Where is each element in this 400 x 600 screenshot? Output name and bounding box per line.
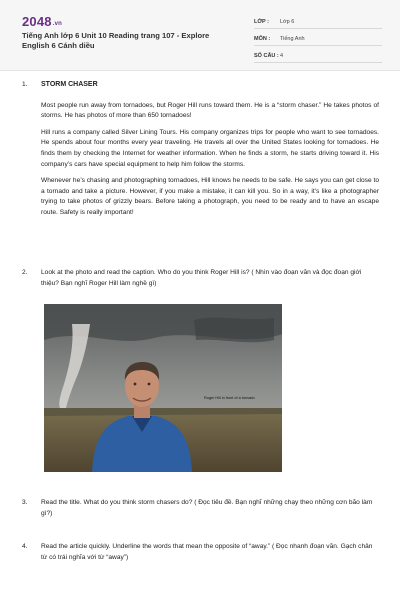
logo-tld: .vn (52, 21, 63, 27)
tornado-photo-illustration (44, 304, 282, 472)
document-meta (254, 12, 382, 63)
meta-row-subject (254, 29, 382, 46)
meta-value: 4 (280, 53, 284, 59)
meta-row-question-count (254, 46, 382, 63)
article-title: STORM CHASER (41, 81, 98, 88)
question-number: 2. (22, 269, 28, 276)
question-number: 1. (22, 81, 28, 88)
tornado-photo (44, 304, 282, 472)
meta-value: Lớp 6 (280, 19, 295, 25)
meta-key: LỚP : (254, 19, 269, 25)
article-paragraph: Most people run away from tornadoes, but Roger Hill runs toward them. He is a “storm chaser.” He takes photos of storms. He has photos of more than 650 tornadoes! (41, 101, 379, 120)
question-body (41, 80, 379, 219)
logo-text: 2048 (22, 14, 52, 29)
site-logo[interactable] (22, 14, 62, 29)
article-paragraph: Hill runs a company called Silver Lining Tours. His company organizes trips for people who want to see tornadoes. He spends about four months every year traveling. He travels all over the United States looking for tornadoes. He finds them by checking the Internet for weather information. When he finds a storm, he starts driving toward it. His company’s cars have special equipment to help him follow the storms. (41, 128, 379, 168)
question-body: Read the article quickly. Underline the words that mean the opposite of “away.” ( Đọc nhanh đoạn văn. Gạch chân từ có trái nghĩa với từ “away”) (41, 543, 373, 561)
person-eye (134, 383, 137, 386)
question-number: 4. (22, 543, 28, 550)
person-eye (148, 383, 151, 386)
document-title: Tiếng Anh lớp 6 Unit 10 Reading trang 107 - Explore English 6 Cánh diều (22, 31, 210, 50)
dark-cloud (194, 318, 274, 343)
question-body: Look at the photo and read the caption. Who do you think Roger Hill is? ( Nhìn vào đoạn văn và đọc đoạn giới thiệu? Bạn nghĩ Roger Hill làm nghề gì) (41, 269, 362, 287)
meta-key: SỐ CÂU : (254, 53, 279, 59)
photo-caption: Roger Hill in front of a tornado (204, 396, 255, 400)
meta-row-class (254, 12, 382, 29)
meta-key: MÔN : (254, 36, 271, 42)
question-body: Read the title. What do you think storm chasers do? ( Đọc tiêu đề. Bạn nghĩ những chạy theo những cơn bão làm gì?) (41, 499, 373, 517)
question-number: 3. (22, 499, 28, 506)
page-header (0, 0, 400, 71)
meta-value: Tiếng Anh (280, 36, 305, 42)
article-paragraph: Whenever he’s chasing and photographing tornadoes, Hill knows he needs to be safe. He says you can get close to a tornado and take a picture. However, if you make a mistake, it can kill you. So in a way, it’s like a photographer trying to take photos of grizzly bears. Before taking a photograph, you need to be ready and to have an escape route. Safety is really important! (41, 177, 379, 216)
